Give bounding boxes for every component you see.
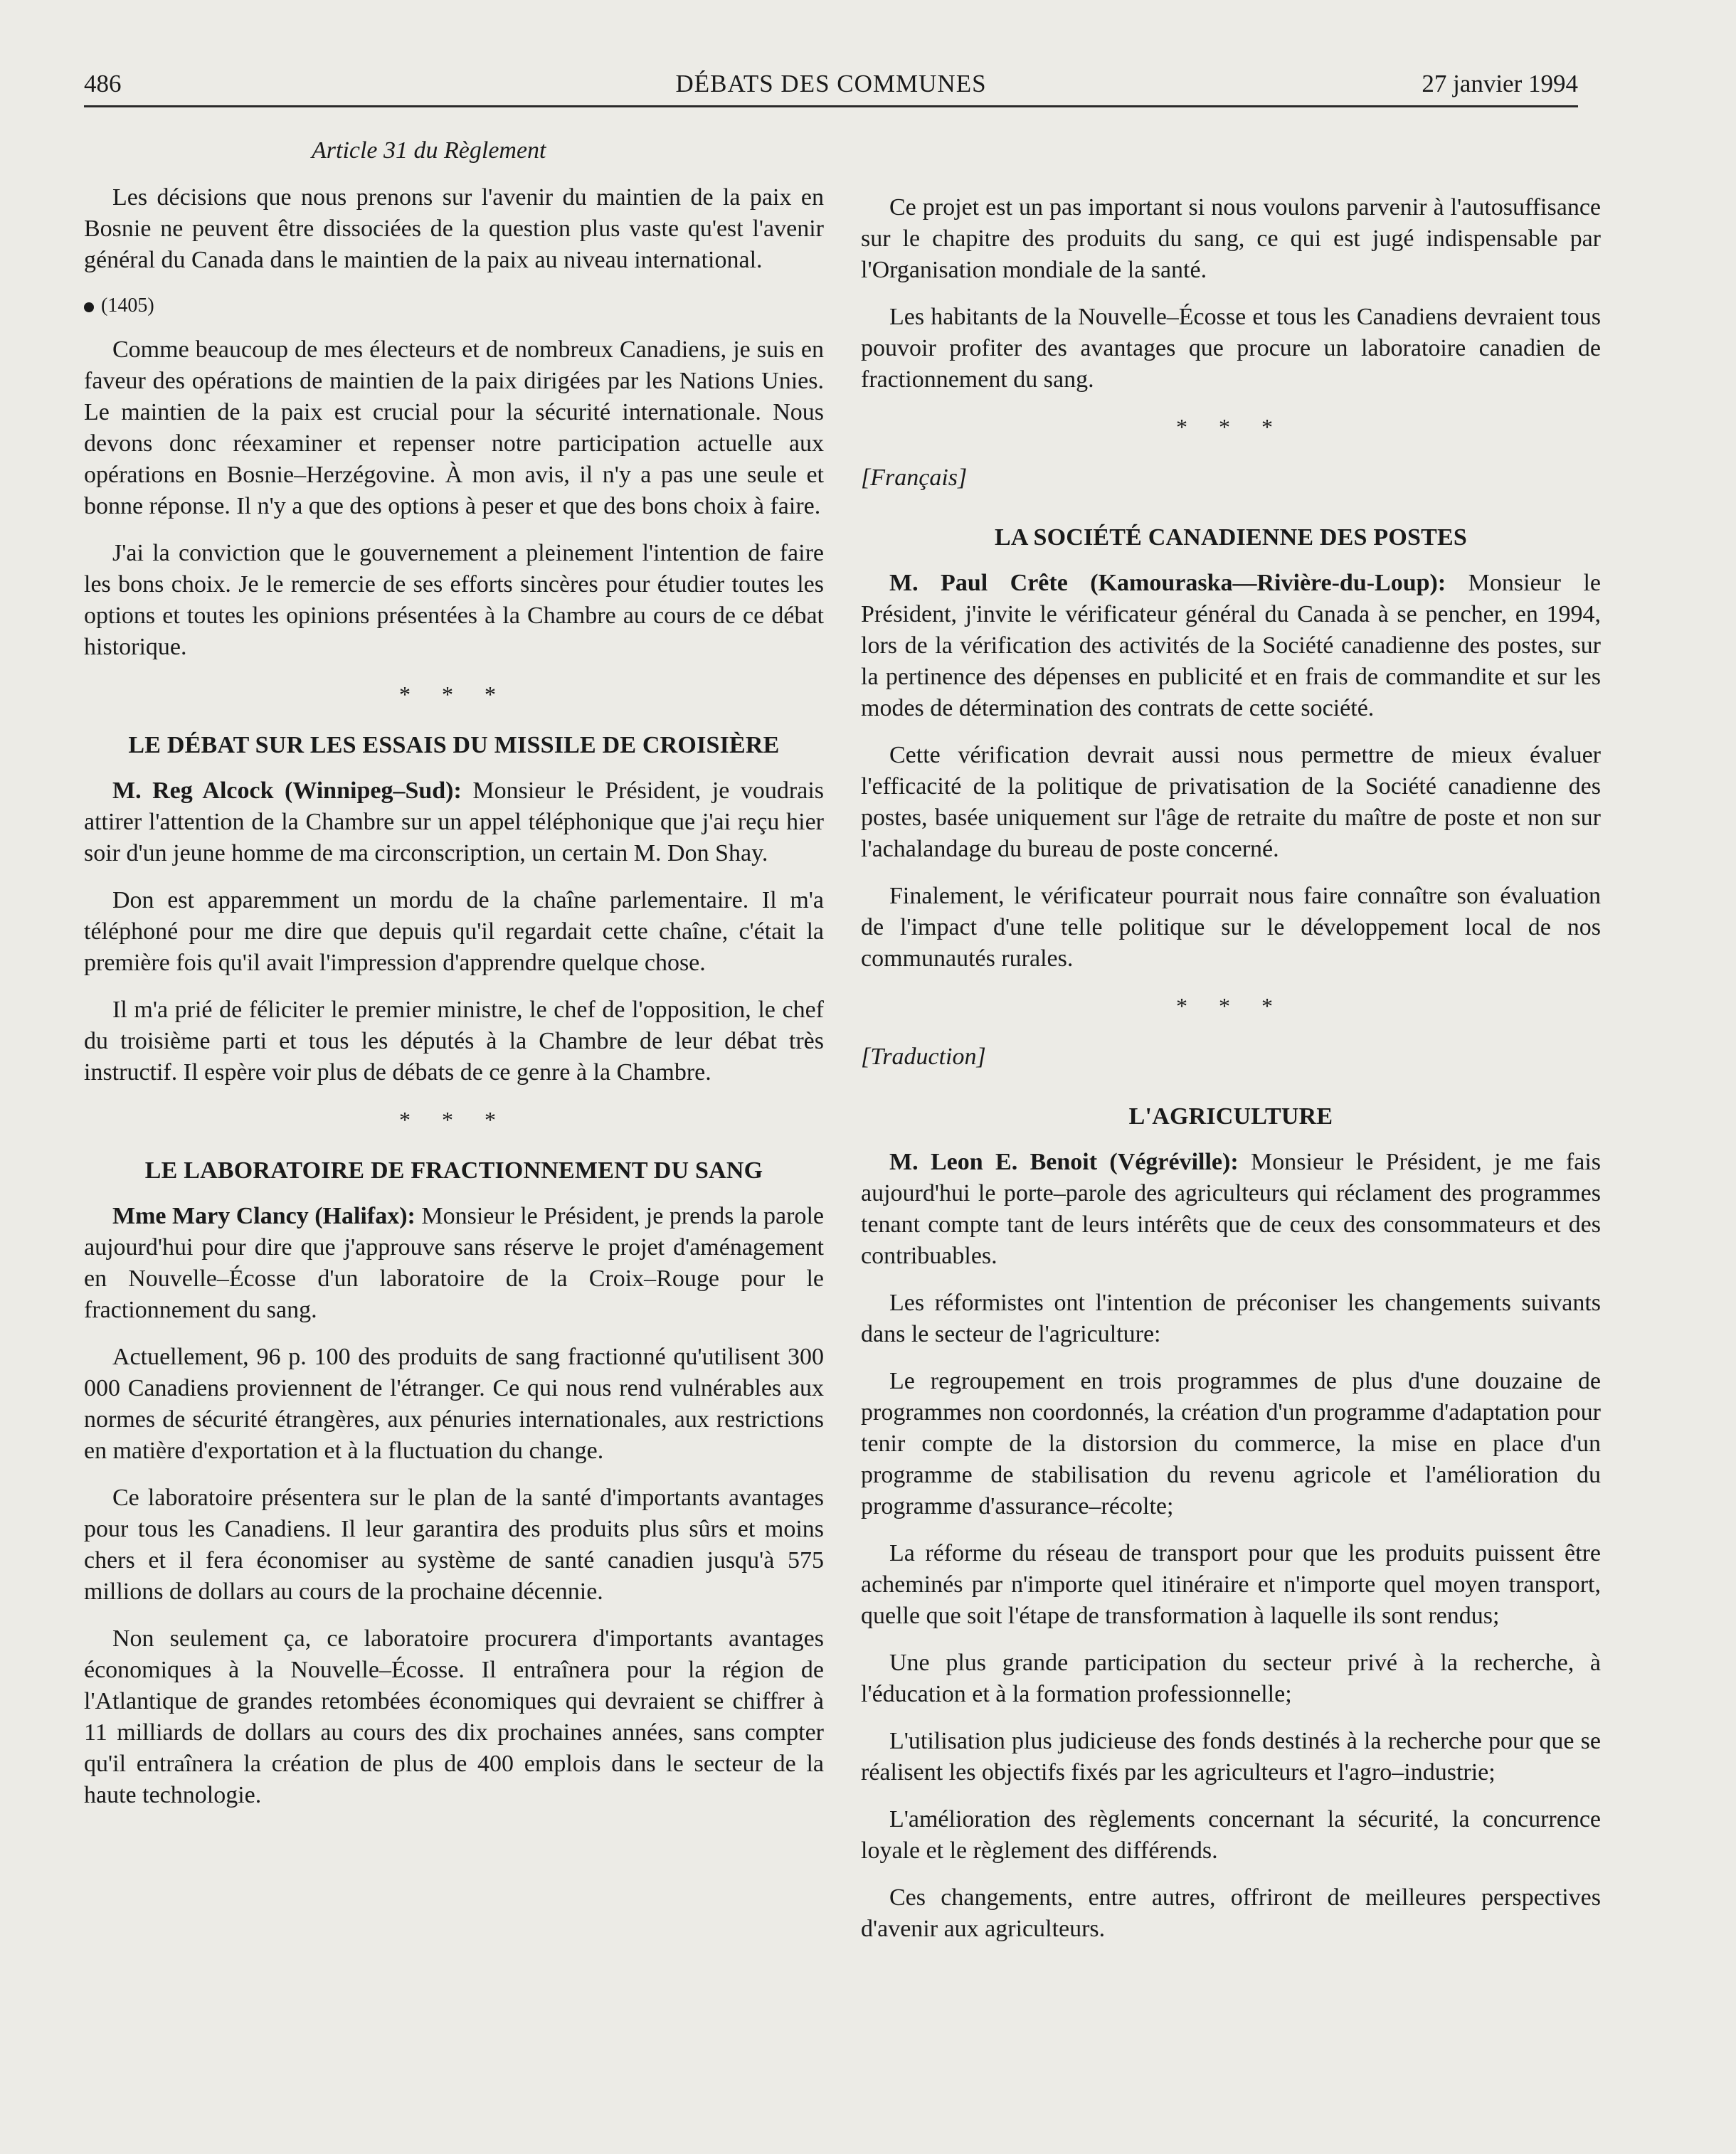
paragraph: Ce projet est un pas important si nous voulons parvenir à l'autosuffisance sur le chapitre des produits du sang, ce qui est jugé indispensable par l'Organisation mondiale de la santé. [861, 194, 1601, 283]
speech-text: Monsieur le Président, j'invite le vérificateur général du Canada à se pencher, en 1994, lors de la vérification des activités de la Société canadienne des postes, sur la pertinence des dépenses en publicité et en frais de commandite et sur les modes de détermination des contrats de cette société. [861, 570, 1601, 721]
section-heading: LA SOCIÉTÉ CANADIENNE DES POSTES [995, 524, 1467, 551]
page-date: 27 janvier 1994 [1422, 70, 1578, 97]
section-separator: * * * [399, 1107, 509, 1132]
speech-paragraph [84, 1201, 824, 1326]
page-header [84, 65, 1578, 102]
paragraph: Non seulement ça, ce laboratoire procurera d'importants avantages économiques à la Nouvelle–Écosse. Il entraînera pour la région de l'Atlantique de grandes retombées économiques qui devraient se chiffrer à 11 milliards de dollars au cours des dix prochaines années, sans compter qu'il entraînera la création de plus de 400 emplois dans le secteur de la haute technologie. [84, 1625, 824, 1808]
speaker-name: M. Leon E. Benoit (Végréville): [889, 1149, 1239, 1175]
publication-title: DÉBATS DES COMMUNES [675, 70, 987, 97]
section-heading: LE LABORATOIRE DE FRACTIONNEMENT DU SANG [144, 1157, 763, 1184]
paragraph: Actuellement, 96 p. 100 des produits de sang fractionné qu'utilisent 300 000 Canadiens proviennent de l'étranger. Ce qui nous rend vulnérables aux normes de sécurité étrangères, aux pénuries internationales, aux restrictions en matière d'exportation et à la fluctuation du change. [84, 1344, 824, 1464]
header-rule [84, 105, 1578, 107]
speech-text: Monsieur le Président, je voudrais attirer l'attention de la Chambre sur un appel téléphonique que j'ai reçu hier soir d'un jeune homme de ma circonscription, un certain M. Don Shay. [84, 778, 824, 866]
paragraph: Les décisions que nous prenons sur l'avenir du maintien de la paix en Bosnie ne peuvent être dissociées de la question plus vaste qu'est l'avenir général du Canada dans le maintien de la paix au niveau international. [84, 184, 824, 273]
paragraph: Finalement, le vérificateur pourrait nous faire connaître son évaluation de l'impact d'une telle politique sur le développement local de nos communautés rurales. [861, 883, 1601, 972]
right-column [861, 192, 1601, 1961]
paragraph: Il m'a prié de féliciter le premier ministre, le chef de l'opposition, le chef du troisième parti et tous les députés à la Chambre de leur débat très instructif. Il espère voir plus de débats de ce genre à la Chambre. [84, 997, 824, 1086]
language-marker: [Traduction] [861, 1044, 986, 1070]
speech-paragraph [861, 1147, 1601, 1272]
paragraph: Les habitants de la Nouvelle–Écosse et tous les Canadiens devraient tous pouvoir profiter des avantages que procure un laboratoire canadien de fractionnement du sang. [861, 304, 1601, 393]
section-heading: LE DÉBAT SUR LES ESSAIS DU MISSILE DE CROISIÈRE [128, 732, 780, 758]
section-separator: * * * [1176, 414, 1286, 440]
paragraph: Comme beaucoup de mes électeurs et de nombreux Canadiens, je suis en faveur des opérations de maintien de la paix dirigées par les Nations Unies. Le maintien de la paix est crucial pour la sécurité internationale. Nous devons donc réexaminer et repenser notre participation actuelle aux opérations en Bosnie–Herzégovine. À mon avis, il n'y a pas une seule et bonne réponse. Il n'y a que des options à peser et que des bons choix à faire. [84, 336, 824, 519]
paragraph: Une plus grande participation du secteur privé à la recherche, à l'éducation et à la formation professionnelle; [861, 1650, 1601, 1707]
bullet-icon [84, 302, 94, 312]
time-marker-text: (1405) [101, 295, 154, 317]
paragraph: Le regroupement en trois programmes de plus d'une douzaine de programmes non coordonnés, la création d'un programme d'adaptation pour tenir compte de la distorsion du commerce, la mise en place d'un programme de stabilisation du revenu agricole et l'amélioration du programme d'assurance–récolte; [861, 1368, 1601, 1519]
paragraph: Ce laboratoire présentera sur le plan de la santé d'importants avantages pour tous les Canadiens. Il leur garantira des produits plus sûrs et moins chers et il fera économiser au système de santé canadien jusqu'à 575 millions de dollars au cours de la prochaine décennie. [84, 1485, 824, 1605]
paragraph: La réforme du réseau de transport pour que les produits puissent être acheminés par n'importe quel itinéraire et n'importe quel moyen transport, quelle que soit l'étape de transformation à laquelle ils sont rendus; [861, 1540, 1601, 1629]
paragraph: Don est apparemment un mordu de la chaîne parlementaire. Il m'a téléphoné pour me dire que depuis qu'il regardait cette chaîne, c'était la première fois qu'il avait l'impression d'apprendre quelque chose. [84, 887, 824, 976]
speaker-name: Mme Mary Clancy (Halifax): [112, 1203, 416, 1229]
section-subheading: Article 31 du Règlement [312, 137, 546, 164]
section-separator: * * * [1176, 993, 1286, 1019]
paragraph: Les réformistes ont l'intention de préconiser les changements suivants dans le secteur de l'agriculture: [861, 1290, 1601, 1347]
language-marker: [Français] [861, 465, 968, 491]
paragraph: Cette vérification devrait aussi nous permettre de mieux évaluer l'efficacité de la politique de privatisation de la Société canadienne des postes, basée uniquement sur l'âge de retraite du maître de poste et non sur l'achalandage du bureau de poste concerné. [861, 742, 1601, 862]
paragraph: L'amélioration des règlements concernant la sécurité, la concurrence loyale et le règlement des différends. [861, 1806, 1601, 1864]
speech-text: Monsieur le Président, je prends la parole aujourd'hui pour dire que j'approuve sans réserve le projet d'aménagement en Nouvelle–Écosse d'un laboratoire de la Croix–Rouge pour le fractionnement du sang. [84, 1203, 824, 1323]
time-marker [84, 292, 824, 320]
paragraph: Ces changements, entre autres, offriront de meilleures perspectives d'avenir aux agriculteurs. [861, 1884, 1601, 1942]
speech-paragraph [861, 568, 1601, 724]
speaker-name: M. Reg Alcock (Winnipeg–Sud): [112, 778, 462, 804]
paragraph: L'utilisation plus judicieuse des fonds destinés à la recherche pour que se réalisent les objectifs fixés par les agriculteurs et l'agro–industrie; [861, 1728, 1601, 1786]
speech-paragraph [84, 775, 824, 869]
paragraph: J'ai la conviction que le gouvernement a pleinement l'intention de faire les bons choix. Je le remercie de ses efforts sincères pour étudier toutes les options et toutes les opinions présentées à la Chambre au cours de ce débat historique. [84, 540, 824, 660]
speech-text: Monsieur le Président, je me fais aujourd'hui le porte–parole des agriculteurs qui réclament des programmes tenant compte tant de leurs intérêts que de ceux des consommateurs et des contribuables. [861, 1149, 1601, 1269]
speaker-name: M. Paul Crête (Kamouraska—Rivière-du-Loup): [889, 570, 1446, 596]
section-heading: L'AGRICULTURE [1128, 1103, 1333, 1130]
left-column [84, 135, 824, 1827]
section-separator: * * * [399, 681, 509, 707]
page-number: 486 [84, 70, 122, 97]
